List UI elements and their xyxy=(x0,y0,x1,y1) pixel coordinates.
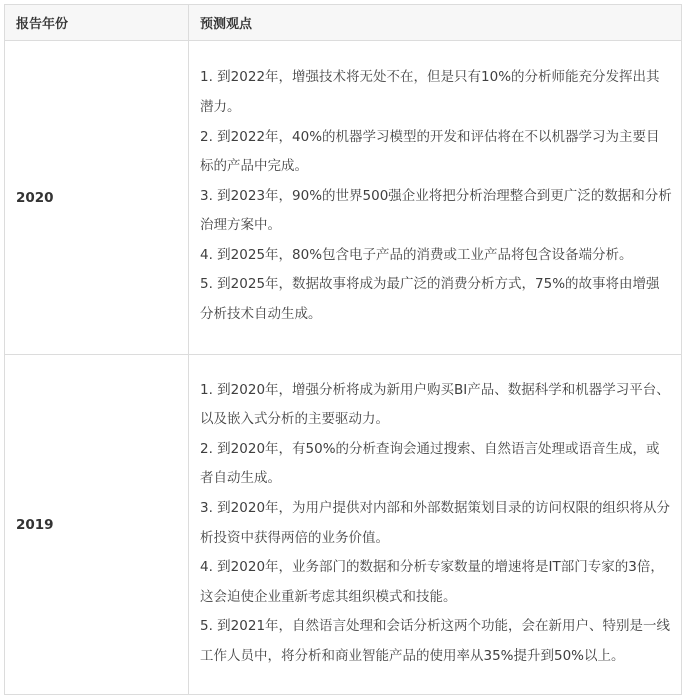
list-item: 2. 到2022年，40%的机器学习模型的开发和评估将在不以机器学习为主要目标的产品中完成。 xyxy=(200,128,660,175)
views-cell xyxy=(189,355,682,695)
list-item: 3. 到2020年，为用户提供对内部和外部数据策划目录的访问权限的组织将从分析投资中获得两倍的业务价值。 xyxy=(200,499,671,546)
list-item: 2. 到2020年，有50%的分析查询会通过搜索、自然语言处理或语音生成，或者自动生成。 xyxy=(200,440,660,487)
list-item: 3. 到2023年，90%的世界500强企业将把分析治理整合到更广泛的数据和分析治理方案中。 xyxy=(200,187,672,234)
list-item: 5. 到2025年，数据故事将成为最广泛的消费分析方式，75%的故事将由增强分析技术自动生成。 xyxy=(200,276,660,323)
views-cell xyxy=(189,41,682,355)
year-cell: 2019 xyxy=(5,355,189,695)
list-item: 4. 到2025年，80%包含电子产品的消费或工业产品将包含设备端分析。 xyxy=(200,246,633,263)
table-row xyxy=(5,41,682,355)
year-cell: 2020 xyxy=(5,41,189,355)
list-item: 1. 到2020年，增强分析将成为新用户购买BI产品、数据科学和机器学习平台、以及嵌入式分析的主要驱动力。 xyxy=(200,381,670,428)
list-item: 4. 到2020年，业务部门的数据和分析专家数量的增速将是IT部门专家的3倍，这会迫使企业重新考虑其组织模式和技能。 xyxy=(200,559,664,605)
table-header-row xyxy=(5,5,682,41)
header-report-year: 报告年份 xyxy=(5,5,189,41)
list-item: 1. 到2022年，增强技术将无处不在，但是只有10%的分析师能充分发挥出其潜力。 xyxy=(200,69,660,115)
forecast-table xyxy=(4,4,682,695)
table-row xyxy=(5,355,682,695)
header-forecast-views: 预测观点 xyxy=(189,5,682,41)
list-item: 5. 到2021年，自然语言处理和会话分析这两个功能，会在新用户、特别是一线工作人员中，将分析和商业智能产品的使用率从35%提升到50%以上。 xyxy=(200,618,671,664)
